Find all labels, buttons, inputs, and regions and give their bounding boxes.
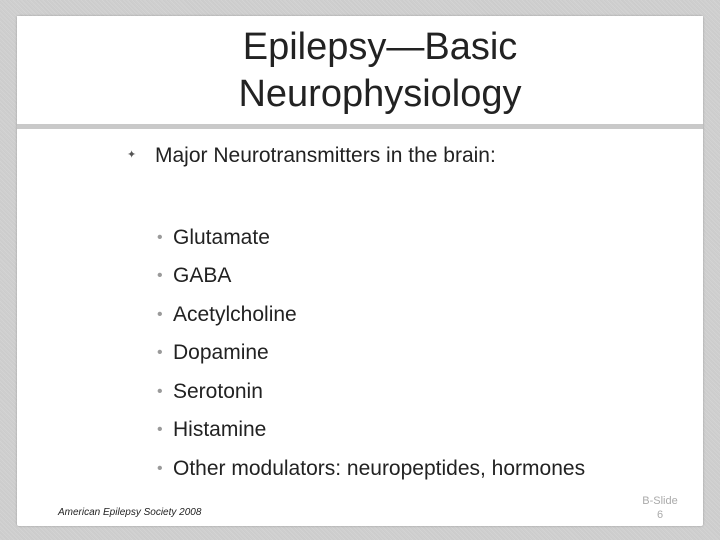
- list-item: [157, 295, 585, 334]
- bullet-dot-icon: •: [157, 421, 163, 439]
- main-bullet-text: Major Neurotransmitters in the brain:: [155, 144, 496, 167]
- list-item: [157, 334, 585, 373]
- bullet-dot-icon: •: [157, 382, 163, 400]
- list-item-text: Histamine: [173, 418, 267, 442]
- slide-number-value: 6: [656, 509, 664, 521]
- bullet-marker-icon: ✦: [127, 149, 137, 161]
- neurotransmitter-list: [157, 218, 585, 488]
- bullet-dot-icon: •: [157, 267, 163, 285]
- list-item: [157, 449, 585, 488]
- list-item-text: Acetylcholine: [173, 302, 297, 326]
- list-item-text: Serotonin: [173, 379, 263, 403]
- title-line-2: Neurophysiology: [238, 73, 522, 115]
- bullet-dot-icon: •: [157, 228, 163, 246]
- title-divider: [17, 124, 703, 129]
- title-line-1: Epilepsy—Basic: [242, 26, 518, 68]
- list-item: [157, 257, 585, 296]
- slide-number: [630, 494, 690, 522]
- slide-title: [120, 24, 640, 118]
- list-item-text: Dopamine: [173, 341, 269, 365]
- slide-number-label: B-Slide: [642, 495, 678, 507]
- list-item-text: Other modulators: neuropeptides, hormones: [173, 456, 586, 480]
- bullet-dot-icon: •: [157, 459, 163, 477]
- list-item: [157, 411, 585, 450]
- bullet-dot-icon: •: [157, 305, 163, 323]
- list-item: [157, 218, 585, 257]
- list-item: [157, 372, 585, 411]
- list-item-text: GABA: [173, 264, 232, 288]
- footer-source: American Epilepsy Society 2008: [58, 507, 202, 518]
- list-item-text: Glutamate: [173, 225, 270, 249]
- bullet-dot-icon: •: [157, 344, 163, 362]
- main-bullet: [127, 144, 496, 168]
